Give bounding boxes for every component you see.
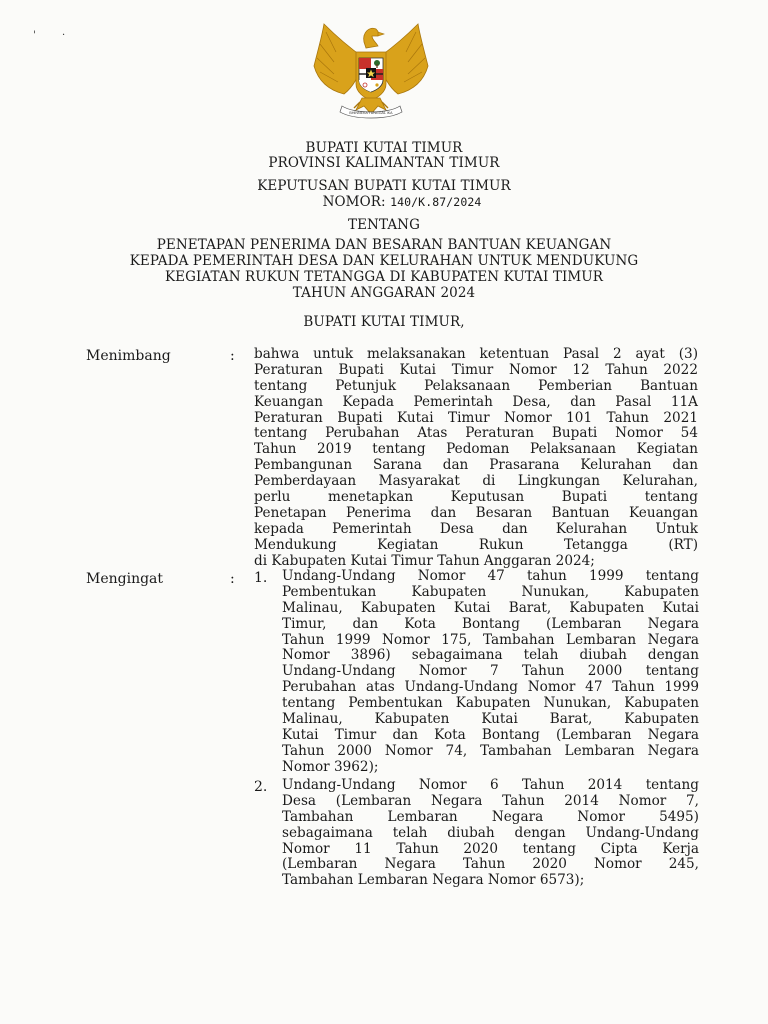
menimbang-paragraph — [254, 347, 698, 569]
about-heading: TENTANG — [348, 217, 420, 233]
text-line: kepada Pemerintah Desa dan Kelurahan Untuk — [254, 520, 698, 537]
subject-line: TAHUN ANGGARAN 2024 — [292, 285, 476, 301]
text-line: Malinau, Kabupaten Kutai Barat, Kabupaten — [282, 711, 699, 728]
decree-title: KEPUTUSAN BUPATI KUTAI TIMUR — [257, 178, 511, 194]
text-line: di Kabupaten Kutai Timur Tahun Anggaran 2024; — [254, 552, 595, 569]
text-line: Malinau, Kabupaten Kutai Barat, Kabupaten Kutai — [282, 599, 699, 616]
official-title: BUPATI KUTAI TIMUR — [305, 140, 463, 156]
text-line: tentang Perubahan Atas Peraturan Bupati Nomor 54 — [254, 425, 698, 442]
scan-speck: ' — [33, 30, 36, 41]
text-line: Timur, dan Kota Bontang (Lembaran Negara — [282, 615, 699, 632]
text-line: Undang-Undang Nomor 47 tahun 1999 tentang — [282, 568, 699, 584]
text-line: Undang-Undang Nomor 6 Tahun 2014 tentang — [282, 777, 699, 793]
text-line: tentang Pembentukan Kabupaten Nunukan, Kabupaten — [282, 695, 699, 712]
text-line: tentang Petunjuk Pelaksanaan Pemberian Bantuan — [254, 377, 698, 394]
decree-number-label: NOMOR: — [322, 194, 391, 210]
issuer-heading: BUPATI KUTAI TIMUR, — [303, 314, 465, 330]
mengingat-label: Mengingat — [86, 571, 164, 587]
text-line: Perubahan atas Undang-Undang Nomor 47 Tahun 1999 — [282, 679, 699, 696]
decree-number — [18, 195, 768, 210]
mengingat-item-number: 2. — [254, 779, 268, 795]
subject-line: KEPADA PEMERINTAH DESA DAN KELURAHAN UNTUK MENDUKUNG — [129, 253, 639, 269]
text-line: Tambahan Lembaran Negara Nomor 5495) — [282, 808, 699, 825]
text-line: Tahun 2000 Nomor 74, Tambahan Lembaran Negara — [282, 742, 699, 759]
text-line: Penetapan Penerima dan Besaran Bantuan Keuangan — [254, 504, 698, 521]
text-line: Pembangunan Sarana dan Prasarana Kelurahan dan — [254, 457, 698, 474]
text-line: Pemberdayaan Masyarakat di Lingkungan Kelurahan, — [254, 473, 698, 490]
svg-text:BHINNEKA TUNGGAL IKA: BHINNEKA TUNGGAL IKA — [349, 111, 393, 115]
text-line: Pembentukan Kabupaten Nunukan, Kabupaten — [282, 583, 699, 600]
subject-line: PENETAPAN PENERIMA DAN BESARAN BANTUAN KEUANGAN — [156, 237, 612, 253]
text-line: (Lembaran Negara Tahun 2020 Nomor 245, — [282, 856, 699, 873]
text-line: Peraturan Bupati Kutai Timur Nomor 12 Tahun 2022 — [254, 361, 698, 378]
text-line: Tahun 1999 Nomor 175, Tambahan Lembaran Negara — [282, 631, 699, 648]
scan-speck: · — [62, 30, 66, 41]
mengingat-item-number: 1. — [254, 570, 268, 586]
text-line: bahwa untuk melaksanakan ketentuan Pasal 2 ayat (3) — [254, 346, 698, 362]
decree-number-value: 140/K.87/2024 — [390, 195, 482, 209]
mengingat-item-1-text — [282, 569, 699, 776]
text-line: Peraturan Bupati Kutai Timur Nomor 101 Tahun 2021 — [254, 409, 698, 426]
subject-line: KEGIATAN RUKUN TETANGGA DI KABUPATEN KUTAI TIMUR — [164, 269, 604, 285]
text-line: Nomor 3896) sebagaimana telah diubah dengan — [282, 647, 699, 664]
text-line: Mendukung Kegiatan Rukun Tetangga (RT) — [254, 536, 698, 553]
menimbang-label: Menimbang — [86, 348, 171, 364]
text-line: Nomor 11 Tahun 2020 tentang Cipta Kerja — [282, 840, 699, 857]
province-title: PROVINSI KALIMANTAN TIMUR — [268, 155, 500, 171]
text-line: sebagaimana telah diubah dengan Undang-Undang — [282, 824, 699, 841]
mengingat-item-2-text — [282, 778, 699, 889]
menimbang-colon: : — [230, 348, 235, 364]
text-line: Tambahan Lembaran Negara Nomor 6573); — [282, 872, 585, 889]
text-line: Keuangan Kepada Pemerintah Desa, dan Pasal 11A — [254, 393, 698, 410]
text-line: Tahun 2019 tentang Pedoman Pelaksanaan Kegiatan — [254, 441, 698, 458]
mengingat-colon: : — [230, 571, 235, 587]
text-line: perlu menetapkan Keputusan Bupati tentang — [254, 489, 698, 506]
garuda-pancasila-emblem-icon — [306, 18, 436, 122]
text-line: Nomor 3962); — [282, 758, 379, 775]
text-line: Desa (Lembaran Negara Tahun 2014 Nomor 7, — [282, 792, 699, 809]
text-line: Undang-Undang Nomor 7 Tahun 2000 tentang — [282, 663, 699, 680]
text-line: Kutai Timur dan Kota Bontang (Lembaran Negara — [282, 726, 699, 743]
